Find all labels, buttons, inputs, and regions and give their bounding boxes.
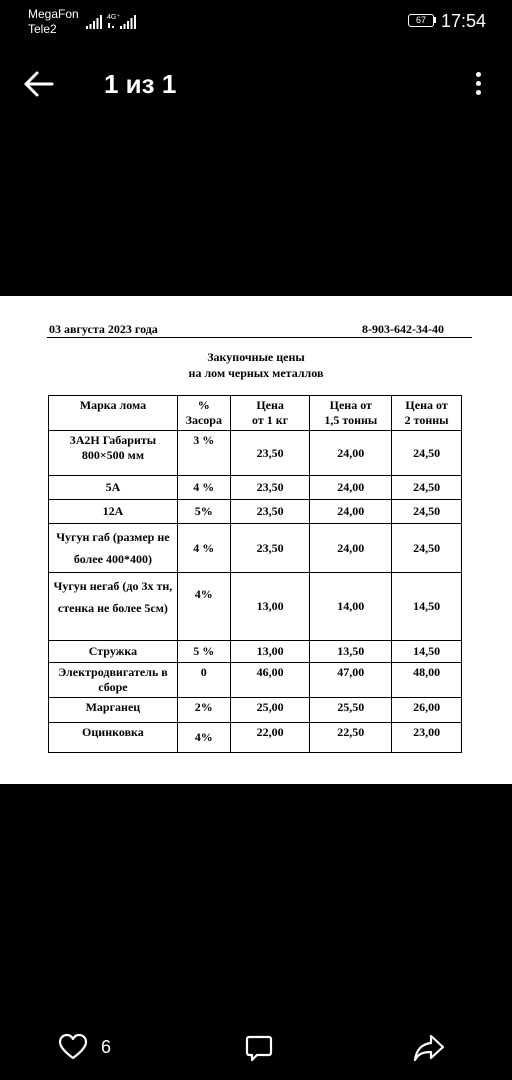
table-row <box>49 698 462 723</box>
cell-grade: Чугун негаб (до 3х тн, стенка не более 5см) <box>49 573 178 641</box>
carrier-1: MegaFon <box>28 7 79 21</box>
cell-grade: Электродвигатель в сборе <box>49 663 178 698</box>
table-row <box>49 573 462 641</box>
table-header-row <box>49 396 462 431</box>
table-row <box>49 641 462 663</box>
cell-price-1-5t: 24,00 <box>310 431 392 476</box>
cell-price-1kg: 23,50 <box>230 524 310 573</box>
cell-grade: Марганец <box>49 698 178 723</box>
carrier-2: Tele2 <box>28 22 57 36</box>
cell-price-1-5t: 24,00 <box>310 524 392 573</box>
cell-price-1-5t: 13,50 <box>310 641 392 663</box>
cell-grade: 12А <box>49 500 178 524</box>
cell-debris: 0 <box>177 663 230 698</box>
doc-title-line2: на лом черных металлов <box>188 366 324 380</box>
cell-price-1-5t: 25,50 <box>310 698 392 723</box>
price-table <box>48 395 462 753</box>
cell-price-2t: 24,50 <box>392 500 462 524</box>
header-price-1kg: Цена от 1 кг <box>230 396 310 431</box>
doc-phone: 8-903-642-34-40 <box>362 322 444 336</box>
header-price-2t: Цена от 2 тонны <box>392 396 462 431</box>
cell-debris: 4% <box>177 573 230 641</box>
page-title: 1 из 1 <box>104 69 177 99</box>
comment-icon <box>247 1037 271 1060</box>
header-divider <box>47 337 472 338</box>
cell-price-1kg: 13,00 <box>230 573 310 641</box>
cell-price-2t: 14,50 <box>392 641 462 663</box>
cell-grade: Чугун габ (размер не более 400*400) <box>49 524 178 573</box>
arrow-left-icon <box>26 73 52 95</box>
cell-price-2t: 48,00 <box>392 663 462 698</box>
more-options-button[interactable] <box>466 66 492 102</box>
clock: 17:54 <box>441 11 487 31</box>
cell-debris: 5% <box>177 500 230 524</box>
cell-grade: 3А2Н Габариты 800×500 мм <box>49 431 178 476</box>
cell-price-1kg: 25,00 <box>230 698 310 723</box>
like-count: 6 <box>101 1037 112 1057</box>
more-vertical-icon <box>476 72 481 77</box>
cell-grade: Оцинковка <box>49 723 178 753</box>
cell-debris: 3 % <box>177 431 230 476</box>
cell-price-2t: 14,50 <box>392 573 462 641</box>
cell-debris: 5 % <box>177 641 230 663</box>
cell-price-1-5t: 24,00 <box>310 476 392 500</box>
cell-grade: 5А <box>49 476 178 500</box>
cell-price-1kg: 23,50 <box>230 431 310 476</box>
doc-date: 03 августа 2023 года <box>49 322 158 336</box>
cell-price-1kg: 46,00 <box>230 663 310 698</box>
status-bar <box>0 0 512 42</box>
table-row <box>49 431 462 476</box>
cell-price-2t: 24,50 <box>392 431 462 476</box>
battery-icon: 67 <box>408 14 434 27</box>
cell-grade: Стружка <box>49 641 178 663</box>
cell-debris: 2% <box>177 698 230 723</box>
heart-icon <box>60 1035 86 1058</box>
cell-price-2t: 23,00 <box>392 723 462 753</box>
cell-price-1kg: 13,00 <box>230 641 310 663</box>
comment-button[interactable] <box>245 1034 273 1062</box>
cell-price-2t: 24,50 <box>392 524 462 573</box>
back-button[interactable] <box>18 64 58 104</box>
like-button[interactable] <box>58 1033 88 1061</box>
cell-debris: 4 % <box>177 524 230 573</box>
document-image[interactable] <box>0 296 512 784</box>
cell-price-2t: 26,00 <box>392 698 462 723</box>
header-grade: Марка лома <box>49 396 178 431</box>
table-row <box>49 524 462 573</box>
cell-price-1kg: 23,50 <box>230 476 310 500</box>
table-row <box>49 476 462 500</box>
cell-price-1kg: 22,00 <box>230 723 310 753</box>
doc-title-line1: Закупочные цены <box>207 350 305 364</box>
share-icon <box>415 1036 443 1060</box>
share-button[interactable] <box>413 1033 445 1063</box>
table-row <box>49 663 462 698</box>
cell-price-1-5t: 22,50 <box>310 723 392 753</box>
cell-price-1-5t: 24,00 <box>310 500 392 524</box>
signal-icon <box>86 13 138 31</box>
network-type: 4G⁺ <box>107 14 121 21</box>
cell-price-2t: 24,50 <box>392 476 462 500</box>
table-row <box>49 723 462 753</box>
cell-price-1kg: 23,50 <box>230 500 310 524</box>
header-debris: % Засора <box>177 396 230 431</box>
cell-price-1-5t: 47,00 <box>310 663 392 698</box>
table-row <box>49 500 462 524</box>
battery-tip <box>434 17 436 23</box>
cell-debris: 4 % <box>177 476 230 500</box>
header-price-1-5t: Цена от 1,5 тонны <box>310 396 392 431</box>
cell-debris: 4% <box>177 723 230 753</box>
cell-price-1-5t: 14,00 <box>310 573 392 641</box>
